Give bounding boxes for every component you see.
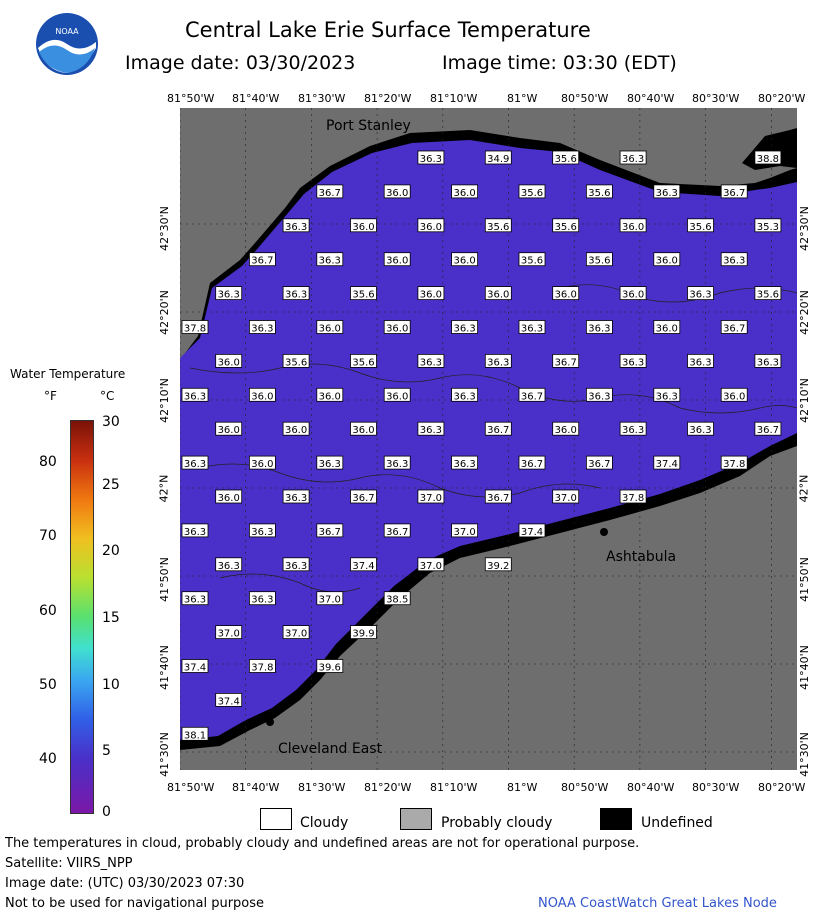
lon-label-bottom: 80°40'W — [627, 781, 675, 794]
temperature-value: 36.3 — [588, 391, 611, 403]
temperature-value: 36.3 — [588, 323, 611, 335]
temperature-label — [283, 490, 309, 504]
temperature-label — [452, 253, 478, 267]
temperature-value: 36.3 — [689, 289, 712, 301]
temperature-value: 36.0 — [352, 221, 375, 233]
temperature-label — [182, 321, 208, 335]
temperature-value: 36.0 — [217, 357, 240, 369]
temperature-value: 36.0 — [655, 255, 678, 267]
temperature-value: 36.0 — [284, 425, 308, 437]
temperature-value: 36.3 — [419, 425, 443, 437]
temperature-value: 36.3 — [621, 154, 645, 165]
temperature-label — [654, 388, 680, 402]
temperature-label — [620, 151, 646, 165]
temperature-label — [384, 321, 410, 335]
key-undefined-label: Undefined — [641, 815, 713, 831]
temperature-value: 35.6 — [588, 187, 611, 199]
temperature-value: 36.3 — [621, 357, 645, 369]
temperature-label — [452, 524, 478, 538]
temperature-label — [351, 422, 377, 436]
lat-label-right: 41°50'N — [797, 557, 811, 602]
temperature-label — [519, 185, 545, 199]
temperature-label — [182, 456, 208, 470]
temperature-value: 36.7 — [588, 459, 611, 471]
temperature-label — [418, 558, 444, 572]
temperature-label — [620, 422, 646, 436]
temperature-value: 36.0 — [318, 391, 341, 403]
temperature-value: 36.3 — [284, 493, 308, 504]
temperature-label — [721, 388, 747, 402]
lon-label-bottom: 81°50'W — [167, 781, 215, 794]
temperature-label — [384, 388, 410, 402]
temperature-value: 37.4 — [655, 459, 678, 471]
temperature-label — [249, 592, 275, 606]
temperature-value: 36.3 — [284, 289, 308, 301]
temperature-label — [519, 321, 545, 335]
temperature-label — [654, 185, 680, 199]
temperature-label — [351, 287, 377, 301]
temperature-label — [418, 422, 444, 436]
temperature-label — [182, 727, 208, 741]
temperature-value: 36.7 — [520, 459, 544, 471]
temperature-label — [283, 626, 309, 640]
temperature-label — [283, 287, 309, 301]
temperature-label — [418, 490, 444, 504]
lat-label-right: 41°30'N — [797, 732, 811, 777]
temperature-label — [317, 592, 343, 606]
temperature-label — [283, 219, 309, 233]
temperature-value: 36.3 — [284, 221, 308, 233]
temperature-value: 36.0 — [621, 221, 645, 233]
temperature-value: 36.3 — [419, 357, 443, 369]
temperature-label — [384, 524, 410, 538]
svg-text:NOAA: NOAA — [55, 27, 79, 36]
temperature-value: 37.0 — [217, 628, 240, 640]
temperature-label — [485, 558, 511, 572]
temperature-label — [384, 185, 410, 199]
temperature-value: 35.6 — [756, 289, 780, 301]
temperature-label — [654, 456, 680, 470]
temperature-value: 36.0 — [386, 255, 409, 267]
temperature-label — [485, 151, 511, 165]
temperature-value: 37.0 — [284, 628, 308, 640]
temperature-label — [485, 219, 511, 233]
legend-f-tick: 80 — [39, 454, 57, 470]
temperature-value: 36.0 — [318, 323, 341, 335]
temperature-value: 36.0 — [419, 289, 443, 301]
temperature-label — [755, 287, 781, 301]
temperature-label — [586, 456, 612, 470]
temperature-value: 36.0 — [251, 459, 274, 471]
temperature-label — [553, 354, 579, 368]
temperature-label — [620, 219, 646, 233]
temperature-value: 36.3 — [183, 391, 207, 403]
temperature-label — [553, 422, 579, 436]
credit: NOAA CoastWatch Great Lakes Node — [538, 896, 777, 911]
temperature-label — [755, 151, 781, 165]
lon-label-top: 81°40'W — [232, 92, 280, 105]
legend-c-tick: 25 — [102, 477, 120, 493]
temperature-value: 36.3 — [318, 255, 341, 267]
legend-c-tick: 30 — [102, 414, 120, 430]
temperature-label — [384, 456, 410, 470]
noaa-logo — [35, 12, 99, 76]
temperature-label — [182, 524, 208, 538]
temperature-label — [620, 354, 646, 368]
legend-c-tick: 10 — [102, 677, 120, 693]
lake-erie-map — [180, 108, 797, 770]
temperature-value: 36.7 — [487, 425, 510, 437]
temperature-value: 37.0 — [554, 493, 577, 504]
temperature-value: 36.7 — [386, 526, 409, 538]
temperature-value: 38.1 — [183, 730, 207, 742]
temperature-value: 35.6 — [520, 187, 544, 199]
temperature-label — [586, 253, 612, 267]
temperature-label — [755, 354, 781, 368]
temperature-value: 36.7 — [554, 357, 577, 369]
temperature-value: 36.3 — [284, 560, 308, 572]
temperature-value: 36.3 — [756, 357, 780, 369]
temperature-value: 36.3 — [487, 357, 510, 369]
temperature-value: 36.3 — [520, 323, 544, 335]
temperature-value: 36.3 — [453, 391, 476, 403]
color-scale-bar — [70, 420, 94, 814]
city-marker — [266, 718, 274, 726]
temperature-value: 36.7 — [251, 255, 274, 267]
temperature-label — [553, 490, 579, 504]
key-cloudy-label: Cloudy — [300, 815, 349, 831]
lat-label-left: 41°50'N — [157, 557, 171, 602]
temperature-label — [216, 490, 242, 504]
temperature-value: 35.6 — [689, 221, 712, 233]
lon-label-bottom: 81°W — [507, 781, 538, 794]
place-ashtabula: Ashtabula — [606, 549, 677, 565]
temperature-label — [351, 354, 377, 368]
temperature-label — [620, 490, 646, 504]
temperature-label — [216, 422, 242, 436]
temperature-value: 35.6 — [352, 357, 375, 369]
temperature-value: 36.0 — [554, 425, 577, 437]
temperature-label — [317, 524, 343, 538]
temperature-label — [721, 456, 747, 470]
lat-label-right: 42°10'N — [797, 378, 811, 423]
temperature-value: 36.3 — [183, 526, 207, 538]
lon-label-bottom: 80°50'W — [561, 781, 609, 794]
temperature-label — [216, 354, 242, 368]
temperature-value: 37.4 — [352, 560, 375, 572]
legend-c-tick: 20 — [102, 543, 120, 559]
temperature-value: 35.6 — [554, 221, 577, 233]
temperature-value: 36.3 — [621, 425, 645, 437]
temperature-label — [283, 422, 309, 436]
temperature-value: 36.3 — [689, 425, 712, 437]
temperature-label — [755, 219, 781, 233]
temperature-value: 36.0 — [723, 391, 746, 403]
temperature-value: 36.3 — [251, 323, 274, 335]
temperature-label — [317, 321, 343, 335]
lat-label-left: 41°30'N — [157, 732, 171, 777]
key-cloudy-swatch — [260, 808, 292, 830]
temperature-value: 36.3 — [453, 323, 476, 335]
temperature-label — [283, 354, 309, 368]
satellite-info: Satellite: VIIRS_NPP — [5, 856, 133, 871]
legend-f-tick: 70 — [39, 528, 57, 544]
lat-label-right: 42°20'N — [797, 290, 811, 335]
lat-label-left: 42°10'N — [157, 378, 171, 423]
temperature-value: 37.4 — [217, 696, 240, 708]
temperature-value: 36.0 — [217, 493, 240, 504]
temperature-label — [485, 354, 511, 368]
temperature-value: 37.4 — [183, 662, 207, 674]
legend-c-tick: 0 — [102, 804, 111, 820]
city-marker — [600, 528, 608, 536]
key-probably-cloudy-label: Probably cloudy — [441, 815, 553, 831]
temperature-value: 36.7 — [723, 323, 746, 335]
temperature-label — [351, 558, 377, 572]
temperature-label — [351, 626, 377, 640]
legend-c-tick: 5 — [102, 743, 111, 759]
temperature-label — [317, 660, 343, 674]
temperature-value: 36.3 — [183, 459, 207, 471]
lat-label-left: 42°N — [157, 474, 171, 503]
temperature-label — [418, 287, 444, 301]
temperature-value: 36.0 — [453, 255, 476, 267]
legend-unit-f: °F — [44, 389, 57, 403]
temperature-value: 36.7 — [520, 391, 544, 403]
temperature-label — [216, 626, 242, 640]
temperature-value: 38.8 — [756, 154, 780, 165]
temperature-label — [688, 422, 714, 436]
temperature-value: 37.8 — [621, 493, 645, 504]
temperature-value: 36.3 — [689, 357, 712, 369]
temperature-label — [553, 151, 579, 165]
lat-label-left: 41°40'N — [157, 645, 171, 690]
temperature-label — [452, 321, 478, 335]
temperature-label — [586, 321, 612, 335]
temperature-label — [688, 219, 714, 233]
temperature-label — [351, 219, 377, 233]
temperature-label — [283, 558, 309, 572]
temperature-label — [452, 388, 478, 402]
temperature-value: 36.7 — [318, 526, 341, 538]
temperature-value: 36.3 — [723, 255, 746, 267]
temperature-label — [418, 151, 444, 165]
temperature-value: 37.8 — [723, 459, 746, 471]
temperature-value: 36.0 — [386, 391, 409, 403]
temperature-value: 36.0 — [554, 289, 577, 301]
temperature-value: 36.3 — [453, 459, 476, 471]
temperature-label — [452, 456, 478, 470]
temperature-value: 36.3 — [655, 187, 678, 199]
temperature-value: 35.3 — [756, 221, 780, 233]
navigation-warning: Not to be used for navigational purpose — [5, 896, 265, 911]
temperature-label — [182, 388, 208, 402]
temperature-label — [249, 253, 275, 267]
temperature-label — [519, 253, 545, 267]
temperature-value: 39.2 — [487, 560, 510, 572]
temperature-value: 37.8 — [251, 662, 274, 674]
temperature-label — [721, 321, 747, 335]
temperature-value: 36.0 — [251, 391, 274, 403]
temperature-label — [351, 490, 377, 504]
temperature-label — [317, 456, 343, 470]
temperature-label — [216, 558, 242, 572]
temperature-label — [249, 388, 275, 402]
key-probably-cloudy-swatch — [400, 808, 432, 830]
legend-unit-c: °C — [100, 389, 115, 403]
temperature-value: 36.0 — [655, 323, 678, 335]
legend-f-tick: 60 — [39, 603, 57, 619]
temperature-label — [418, 219, 444, 233]
temperature-value: 37.8 — [183, 323, 207, 335]
temperature-value: 35.6 — [588, 255, 611, 267]
temperature-value: 37.4 — [520, 526, 544, 538]
temperature-value: 36.0 — [487, 289, 510, 301]
lon-label-top: 81°10'W — [430, 92, 478, 105]
temperature-label — [553, 287, 579, 301]
legend-f-tick: 40 — [39, 751, 57, 767]
temperature-value: 36.3 — [655, 391, 678, 403]
temperature-value: 37.0 — [419, 560, 443, 572]
map-canvas — [180, 108, 797, 770]
temperature-label — [216, 693, 242, 707]
temperature-value: 36.3 — [217, 560, 240, 572]
utc-date: Image date: (UTC) 03/30/2023 07:30 — [5, 876, 245, 891]
temperature-label — [485, 287, 511, 301]
temperature-label — [384, 253, 410, 267]
temperature-label — [519, 388, 545, 402]
temperature-value: 36.0 — [621, 289, 645, 301]
place-port-stanley: Port Stanley — [326, 118, 411, 134]
temperature-value: 36.0 — [419, 221, 443, 233]
lon-label-bottom: 81°30'W — [298, 781, 346, 794]
temperature-label — [317, 185, 343, 199]
lon-label-top: 80°50'W — [561, 92, 609, 105]
temperature-label — [688, 287, 714, 301]
temperature-value: 36.7 — [487, 493, 510, 504]
temperature-label — [182, 660, 208, 674]
temperature-label — [519, 524, 545, 538]
temperature-value: 36.3 — [183, 594, 207, 606]
lon-label-top: 81°50'W — [167, 92, 215, 105]
temperature-value: 36.7 — [756, 425, 780, 437]
temperature-label — [586, 388, 612, 402]
temperature-label — [317, 253, 343, 267]
temperature-label — [654, 253, 680, 267]
page-title: Central Lake Erie Surface Temperature — [185, 18, 591, 42]
temperature-label — [586, 185, 612, 199]
temperature-value: 37.0 — [318, 594, 341, 606]
temperature-value: 36.7 — [723, 187, 746, 199]
temperature-label — [721, 253, 747, 267]
lon-label-top: 80°30'W — [692, 92, 740, 105]
temperature-value: 36.0 — [453, 187, 476, 199]
temperature-value: 35.6 — [520, 255, 544, 267]
lat-label-right: 42°N — [797, 474, 811, 503]
legend-f-tick: 50 — [39, 677, 57, 693]
temperature-label — [249, 660, 275, 674]
place-cleveland-east: Cleveland East — [278, 741, 383, 757]
lon-label-top: 81°20'W — [364, 92, 412, 105]
temperature-value: 35.6 — [554, 154, 577, 165]
lat-label-left: 42°20'N — [157, 290, 171, 335]
lon-label-bottom: 81°40'W — [232, 781, 280, 794]
temperature-value: 34.9 — [487, 154, 510, 165]
temperature-value: 36.7 — [318, 187, 341, 199]
temperature-value: 36.3 — [386, 459, 409, 471]
temperature-label — [721, 185, 747, 199]
temperature-value: 36.3 — [251, 594, 274, 606]
lon-label-top: 80°20'W — [758, 92, 806, 105]
lon-label-bottom: 80°20'W — [758, 781, 806, 794]
temperature-value: 35.6 — [284, 357, 308, 369]
image-time: Image time: 03:30 (EDT) — [442, 52, 677, 74]
legend-title: Water Temperature — [10, 367, 126, 381]
temperature-label — [418, 354, 444, 368]
disclaimer: The temperatures in cloud, probably cloudy and undefined areas are not for operational purpose. — [5, 836, 640, 851]
temperature-value: 37.0 — [453, 526, 476, 538]
temperature-value: 35.6 — [487, 221, 510, 233]
temperature-label — [249, 456, 275, 470]
lon-label-bottom: 81°20'W — [364, 781, 412, 794]
temperature-value: 36.3 — [419, 154, 443, 165]
temperature-label — [519, 456, 545, 470]
lon-label-bottom: 81°10'W — [430, 781, 478, 794]
lat-label-left: 42°30'N — [157, 206, 171, 251]
temperature-value: 36.7 — [352, 493, 375, 504]
lon-label-top: 81°30'W — [298, 92, 346, 105]
key-undefined-swatch — [600, 808, 632, 830]
temperature-value: 38.5 — [386, 594, 409, 606]
lon-label-bottom: 80°30'W — [692, 781, 740, 794]
temperature-value: 39.6 — [318, 662, 341, 674]
temperature-label — [384, 592, 410, 606]
temperature-value: 37.0 — [419, 493, 443, 504]
temperature-label — [688, 354, 714, 368]
temperature-value: 36.0 — [386, 187, 409, 199]
temperature-value: 35.6 — [352, 289, 375, 301]
temperature-label — [620, 287, 646, 301]
temperature-value: 36.0 — [386, 323, 409, 335]
image-date: Image date: 03/30/2023 — [125, 52, 356, 74]
temperature-label — [755, 422, 781, 436]
temperature-label — [553, 219, 579, 233]
temperature-label — [485, 490, 511, 504]
temperature-value: 36.3 — [318, 459, 341, 471]
temperature-label — [654, 321, 680, 335]
temperature-value: 36.3 — [217, 289, 240, 301]
temperature-label — [182, 592, 208, 606]
temperature-value: 36.3 — [251, 526, 274, 538]
temperature-label — [249, 524, 275, 538]
temperature-value: 36.0 — [352, 425, 375, 437]
lon-label-top: 80°40'W — [627, 92, 675, 105]
temperature-label — [485, 422, 511, 436]
temperature-value: 39.9 — [352, 628, 375, 640]
temperature-label — [249, 321, 275, 335]
lat-label-right: 41°40'N — [797, 645, 811, 690]
lat-label-right: 42°30'N — [797, 206, 811, 251]
temperature-label — [216, 287, 242, 301]
lon-label-top: 81°W — [507, 92, 538, 105]
temperature-value: 36.0 — [217, 425, 240, 437]
temperature-label — [317, 388, 343, 402]
temperature-label — [452, 185, 478, 199]
legend-c-tick: 15 — [102, 610, 120, 626]
